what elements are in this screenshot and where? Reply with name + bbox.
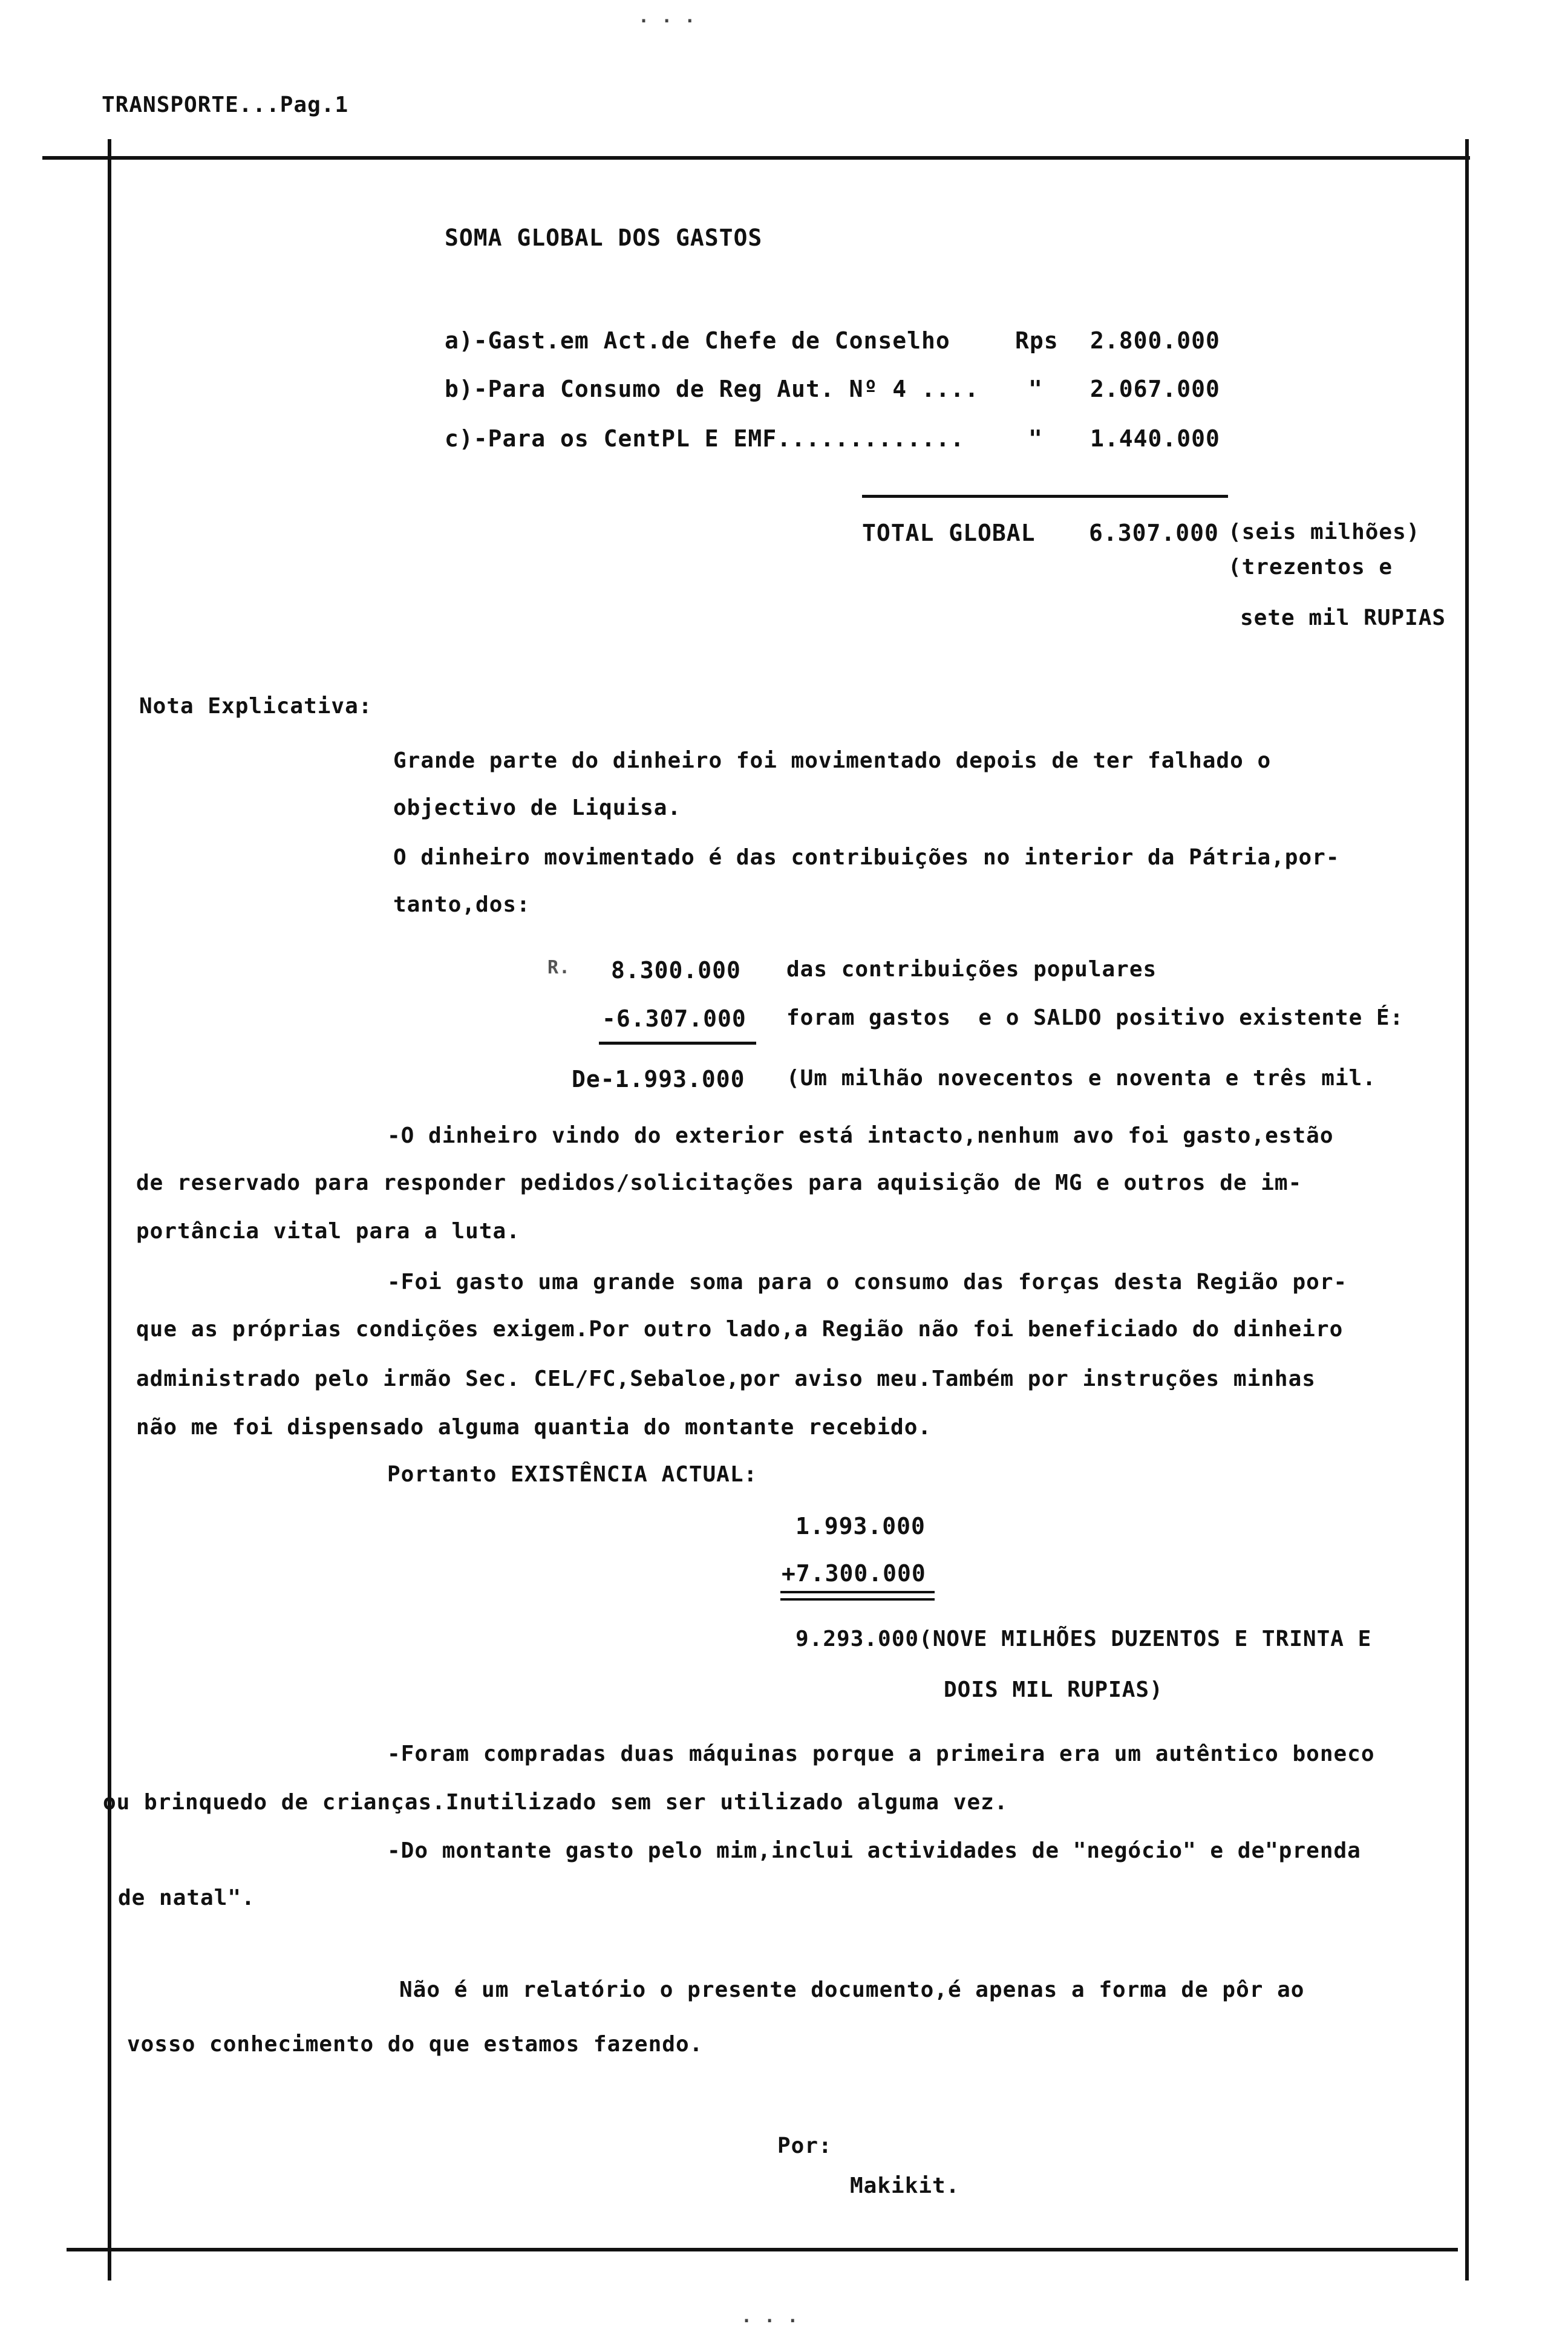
sum-result-2: DOIS MIL RUPIAS)	[944, 1677, 1163, 1702]
frame-right-rule	[1465, 139, 1469, 2281]
signature-by: Por:	[777, 2134, 832, 2158]
expense-a-currency: Rps	[1015, 327, 1059, 354]
expense-c-label: c)-Para os CentPL E EMF.............	[445, 425, 965, 452]
note-p5-line2: ou brinquedo de crianças.Inutilizado sem ser utilizado alguma vez.	[103, 1790, 1008, 1815]
sum-rule-1	[780, 1591, 935, 1593]
note-p4-line3: administrado pelo irmão Sec. CEL/FC,Sebaloe,por aviso meu.Também por instruções minhas	[136, 1366, 1316, 1391]
note-p4-line2: que as próprias condições exigem.Por outro lado,a Região não foi beneficiado do dinheiro	[136, 1317, 1344, 1342]
note-heading: Nota Explicativa:	[139, 694, 373, 719]
total-words-3: sete mil RUPIAS	[1240, 606, 1446, 630]
calc-1-amount: 8.300.000	[611, 957, 741, 984]
expense-a-amount: 2.800.000	[1090, 327, 1220, 354]
calc-1-prefix: R.	[547, 957, 571, 978]
sum-line-2: +7.300.000	[782, 1560, 926, 1587]
total-label: TOTAL GLOBAL	[862, 520, 1036, 546]
note-p4-line4: não me foi dispensado alguma quantia do montante recebido.	[136, 1415, 932, 1440]
calc-2-text: foram gastos e o SALDO positivo existente É:	[786, 1005, 1404, 1030]
total-rule	[862, 495, 1228, 498]
calc-rule	[599, 1042, 756, 1045]
note-p7-line1: Não é um relatório o presente documento,é apenas a forma de pôr ao	[399, 1977, 1305, 2002]
calc-2-amount: -6.307.000	[602, 1005, 746, 1032]
note-p6-line1: -Do montante gasto pelo mim,inclui actividades de "negócio" e de"prenda	[387, 1838, 1361, 1863]
note-p1-line2: objectivo de Liquisa.	[393, 795, 682, 820]
expense-c-amount: 1.440.000	[1090, 425, 1220, 452]
note-p1-line1: Grande parte do dinheiro foi movimentado depois de ter falhado o	[393, 748, 1272, 773]
calc-1-text: das contribuições populares	[786, 957, 1157, 982]
expense-c-currency: "	[1028, 425, 1043, 452]
note-p3-line1: -O dinheiro vindo do exterior está intacto,nenhum avo foi gasto,estão	[387, 1123, 1334, 1148]
calc-3-amount: De-1.993.000	[572, 1066, 745, 1092]
total-words-2: (trezentos e	[1228, 555, 1393, 580]
scan-speck-bottom: · · ·	[741, 2311, 799, 2332]
note-p6-line2: de natal".	[118, 1886, 255, 1910]
note-p2-line2: tanto,dos:	[393, 892, 531, 917]
frame-left-rule	[108, 139, 111, 2281]
expense-b-label: b)-Para Consumo de Reg Aut. Nº 4 ....	[445, 376, 979, 402]
frame-bottom-rule	[67, 2248, 1458, 2251]
total-amount: 6.307.000	[1089, 520, 1219, 546]
expense-a-label: a)-Gast.em Act.de Chefe de Conselho	[445, 327, 950, 354]
calc-3-text: (Um milhão novecentos e noventa e três mil.	[786, 1066, 1376, 1091]
signature-name: Makikit.	[850, 2173, 960, 2198]
sum-result: 9.293.000(NOVE MILHÕES DUZENTOS E TRINTA E	[795, 1627, 1372, 1651]
sum-line-1: 1.993.000	[795, 1513, 926, 1539]
expense-b-currency: "	[1028, 376, 1043, 402]
page-title: SOMA GLOBAL DOS GASTOS	[445, 224, 763, 251]
note-p7-line2: vosso conhecimento do que estamos fazendo.	[127, 2032, 704, 2057]
note-p3-line3: portância vital para a luta.	[136, 1219, 520, 1244]
total-words-1: (seis milhões)	[1228, 520, 1420, 544]
sum-rule-2	[780, 1598, 935, 1601]
note-p3-line2: de reservado para responder pedidos/solicitações para aquisição de MG e outros de im-	[136, 1170, 1302, 1195]
frame-top-rule	[42, 156, 1470, 160]
note-p4-line1: -Foi gasto uma grande soma para o consumo das forças desta Região por-	[387, 1270, 1348, 1295]
existence-label: Portanto EXISTÊNCIA ACTUAL:	[387, 1462, 758, 1487]
note-p2-line1: O dinheiro movimentado é das contribuições no interior da Pátria,por-	[393, 845, 1340, 870]
expense-b-amount: 2.067.000	[1090, 376, 1220, 402]
scan-speck-top: · · ·	[638, 11, 696, 32]
running-head: TRANSPORTE...Pag.1	[102, 93, 349, 117]
note-p5-line1: -Foram compradas duas máquinas porque a primeira era um autêntico boneco	[387, 1742, 1375, 1766]
